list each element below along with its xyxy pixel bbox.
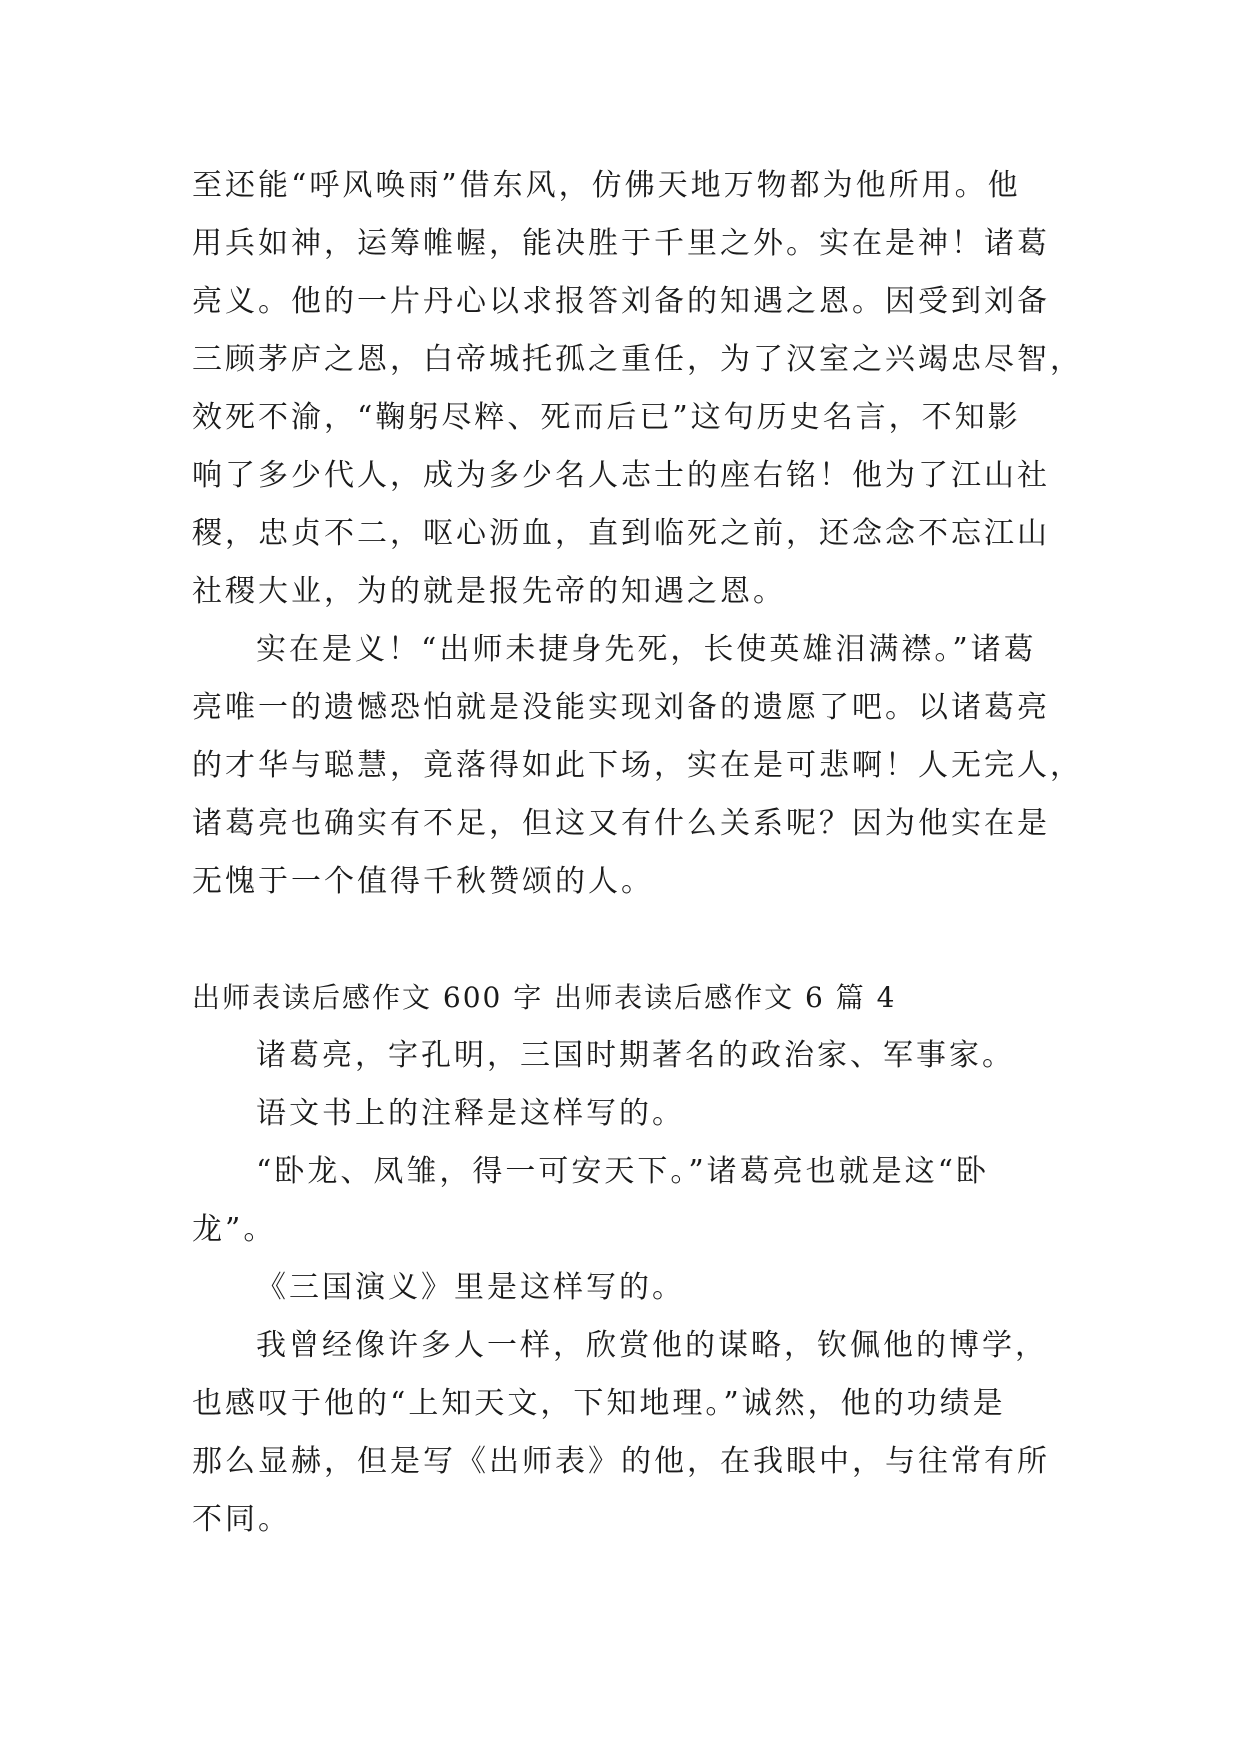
paragraph-line: 用兵如神，运筹帷幄，能决胜于千里之外。实在是神！诸葛 <box>192 226 1050 261</box>
paragraph-line: 无愧于一个值得千秋赞颂的人。 <box>192 864 654 899</box>
section-heading: 出师表读后感作文 600 字 出师表读后感作文 6 篇 4 <box>192 981 897 1014</box>
paragraph-line: 也感叹于他的“上知天文，下知地理。”诚然，他的功绩是 <box>192 1386 1006 1421</box>
paragraph-line: 至还能“呼风唤雨”借东风，仿佛天地万物都为他所用。他 <box>192 168 1021 203</box>
paragraph-line: 三顾茅庐之恩，白帝城托孤之重任，为了汉室之兴竭忠尽智， <box>192 342 1083 377</box>
paragraph-line: 的才华与聪慧，竟落得如此下场，实在是可悲啊！人无完人， <box>192 748 1083 783</box>
paragraph-line: 我曾经像许多人一样，欣赏他的谋略，钦佩他的博学， <box>256 1328 1048 1363</box>
paragraph-line: 亮唯一的遗憾恐怕就是没能实现刘备的遗愿了吧。以诸葛亮 <box>192 690 1050 725</box>
paragraph-line: 诸葛亮，字孔明，三国时期著名的政治家、军事家。 <box>256 1038 1015 1073</box>
paragraph-line: 响了多少代人，成为多少名人志士的座右铭！他为了江山社 <box>192 458 1050 493</box>
paragraph-line: 诸葛亮也确实有不足，但这又有什么关系呢？因为他实在是 <box>192 806 1050 841</box>
paragraph-line: 稷，忠贞不二，呕心沥血，直到临死之前，还念念不忘江山 <box>192 516 1050 551</box>
paragraph-line: 社稷大业，为的就是报先帝的知遇之恩。 <box>192 574 786 609</box>
paragraph-line: 《三国演义》里是这样写的。 <box>256 1270 685 1305</box>
paragraph-line: 亮义。他的一片丹心以求报答刘备的知遇之恩。因受到刘备 <box>192 284 1050 319</box>
paragraph-line: 龙”。 <box>192 1212 277 1247</box>
paragraph-line: 效死不渝，“鞠躬尽粹、死而后已”这句历史名言，不知影 <box>192 400 1021 435</box>
paragraph-line: 不同。 <box>192 1502 291 1537</box>
paragraph-line: “卧龙、凤雏，得一可安天下。”诸葛亮也就是这“卧 <box>256 1154 990 1189</box>
paragraph-line: 那么显赫，但是写《出师表》的他，在我眼中，与往常有所 <box>192 1444 1050 1479</box>
paragraph-line: 实在是义！“出师未捷身先死，长使英雄泪满襟。”诸葛 <box>256 632 1037 667</box>
paragraph-line: 语文书上的注释是这样写的。 <box>256 1096 685 1131</box>
